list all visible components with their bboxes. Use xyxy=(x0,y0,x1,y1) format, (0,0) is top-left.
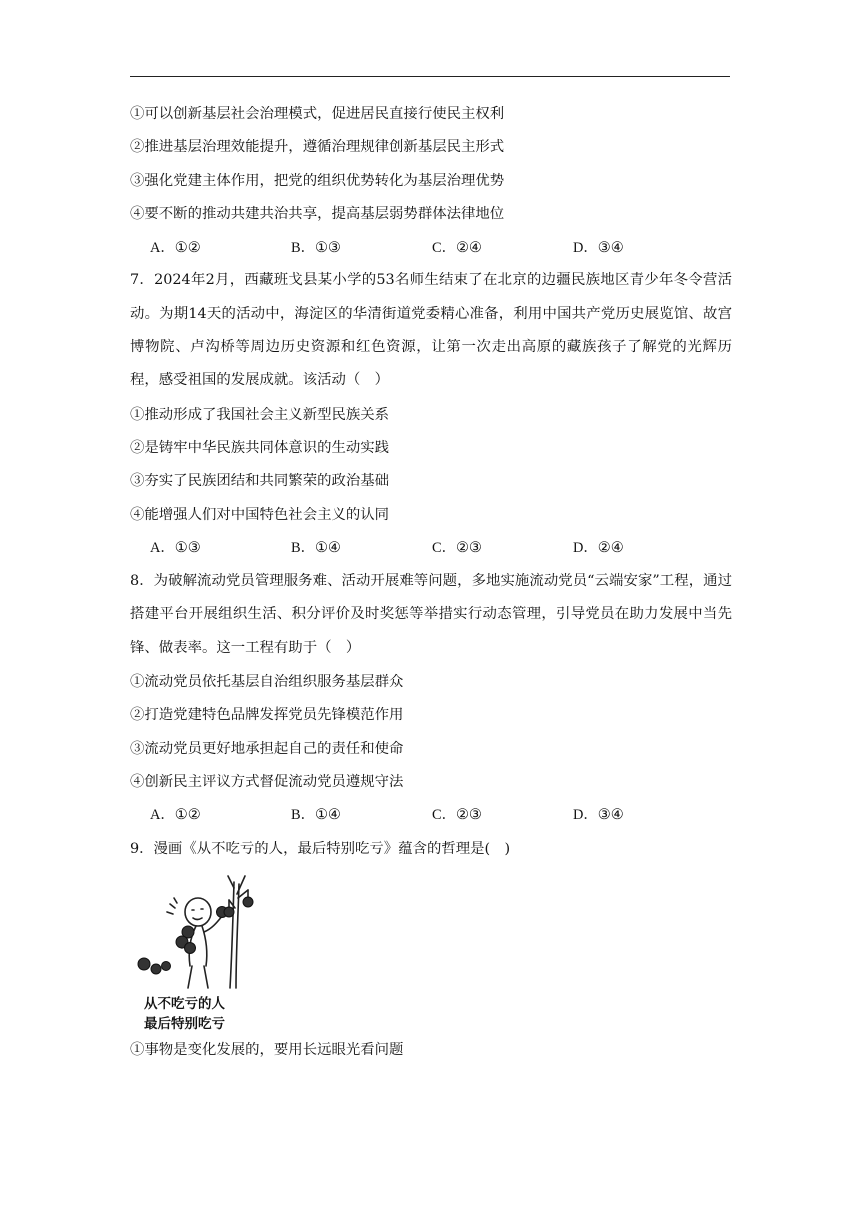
q6-item-2: ②推进基层治理效能提升，遵循治理规律创新基层民主形式 xyxy=(130,139,505,156)
q8-item-2: ②打造党建特色品牌发挥党员先锋模范作用 xyxy=(130,707,404,724)
q9-item-1: ①事物是变化发展的，要用长远眼光看问题 xyxy=(130,1042,404,1059)
q8-item-3: ③流动党员更好地承担起自己的责任和使命 xyxy=(130,740,404,757)
q7-item-2: ②是铸牢中华民族共同体意识的生动实践 xyxy=(130,439,390,456)
exam-page-content xyxy=(130,104,732,1073)
q6-item-4: ④要不断的推动共建共治共享，提高基层弱势群体法律地位 xyxy=(130,206,505,223)
q7-stem: 7．2024年2月，西藏班戈县某小学的53名师生结束了在北京的边疆民族地区青少年冬令营活动。为期14天的活动中，海淀区的华清街道党委精心准备，利用中国共产党历史展览馆、故宫博物院、卢沟桥等周边历史资源和红色资源，让第一次走出高原的藏族孩子了解党的光辉历程，感受祖国的发展成就。该活动（ ） xyxy=(130,272,732,389)
q7-option-b: B．①④ xyxy=(291,540,341,557)
q8-options xyxy=(130,805,732,825)
q8-item-4: ④创新民主评议方式督促流动党员遵规守法 xyxy=(130,773,404,790)
q7-options xyxy=(130,538,732,558)
q7-item-3: ③夯实了民族团结和共同繁荣的政治基础 xyxy=(130,473,390,490)
q8-option-a: A．①② xyxy=(150,807,201,824)
person-head xyxy=(185,898,211,926)
q6-option-c: C．②④ xyxy=(432,239,482,256)
q8-option-b: B．①④ xyxy=(291,807,341,824)
q6-item-1: ①可以创新基层社会治理模式，促进居民直接行使民主权利 xyxy=(130,106,505,122)
cartoon-caption-line-1: 从不吃亏的人 xyxy=(144,996,225,1013)
q9-stem: 9．漫画《从不吃亏的人，最后特别吃亏》蕴含的哲理是( ) xyxy=(130,840,511,857)
cartoon-caption-line-2: 最后特别吃亏 xyxy=(144,1016,225,1033)
tree-trunk xyxy=(230,882,234,988)
cartoon-illustration xyxy=(130,868,270,1038)
q6-option-b: B．①③ xyxy=(291,239,341,256)
q7-option-c: C．②③ xyxy=(432,540,482,557)
q8-item-1: ①流动党员依托基层自治组织服务基层群众 xyxy=(130,673,404,690)
q8-option-d: D．③④ xyxy=(573,807,624,824)
q6-options xyxy=(130,238,732,258)
q7-item-4: ④能增强人们对中国特色社会主义的认同 xyxy=(130,506,390,523)
q7-option-d: D．②④ xyxy=(573,540,624,557)
header-rule xyxy=(130,76,730,77)
q7-option-a: A．①③ xyxy=(150,540,201,557)
q6-option-a: A．①② xyxy=(150,239,201,256)
q6-item-3: ③强化党建主体作用，把党的组织优势转化为基层治理优势 xyxy=(130,172,505,189)
q8-option-c: C．②③ xyxy=(432,807,482,824)
q6-option-d: D．③④ xyxy=(573,239,624,256)
q7-item-1: ①推动形成了我国社会主义新型民族关系 xyxy=(130,406,390,423)
q8-stem: 8．为破解流动党员管理服务难、活动开展难等问题，多地实施流动党员“云端安家”工程，通过搭建平台开展组织生活、积分评价及时奖惩等举措实行动态管理，引导党员在助力发展中当先锋、做表率。这一工程有助于（ ） xyxy=(130,572,732,656)
